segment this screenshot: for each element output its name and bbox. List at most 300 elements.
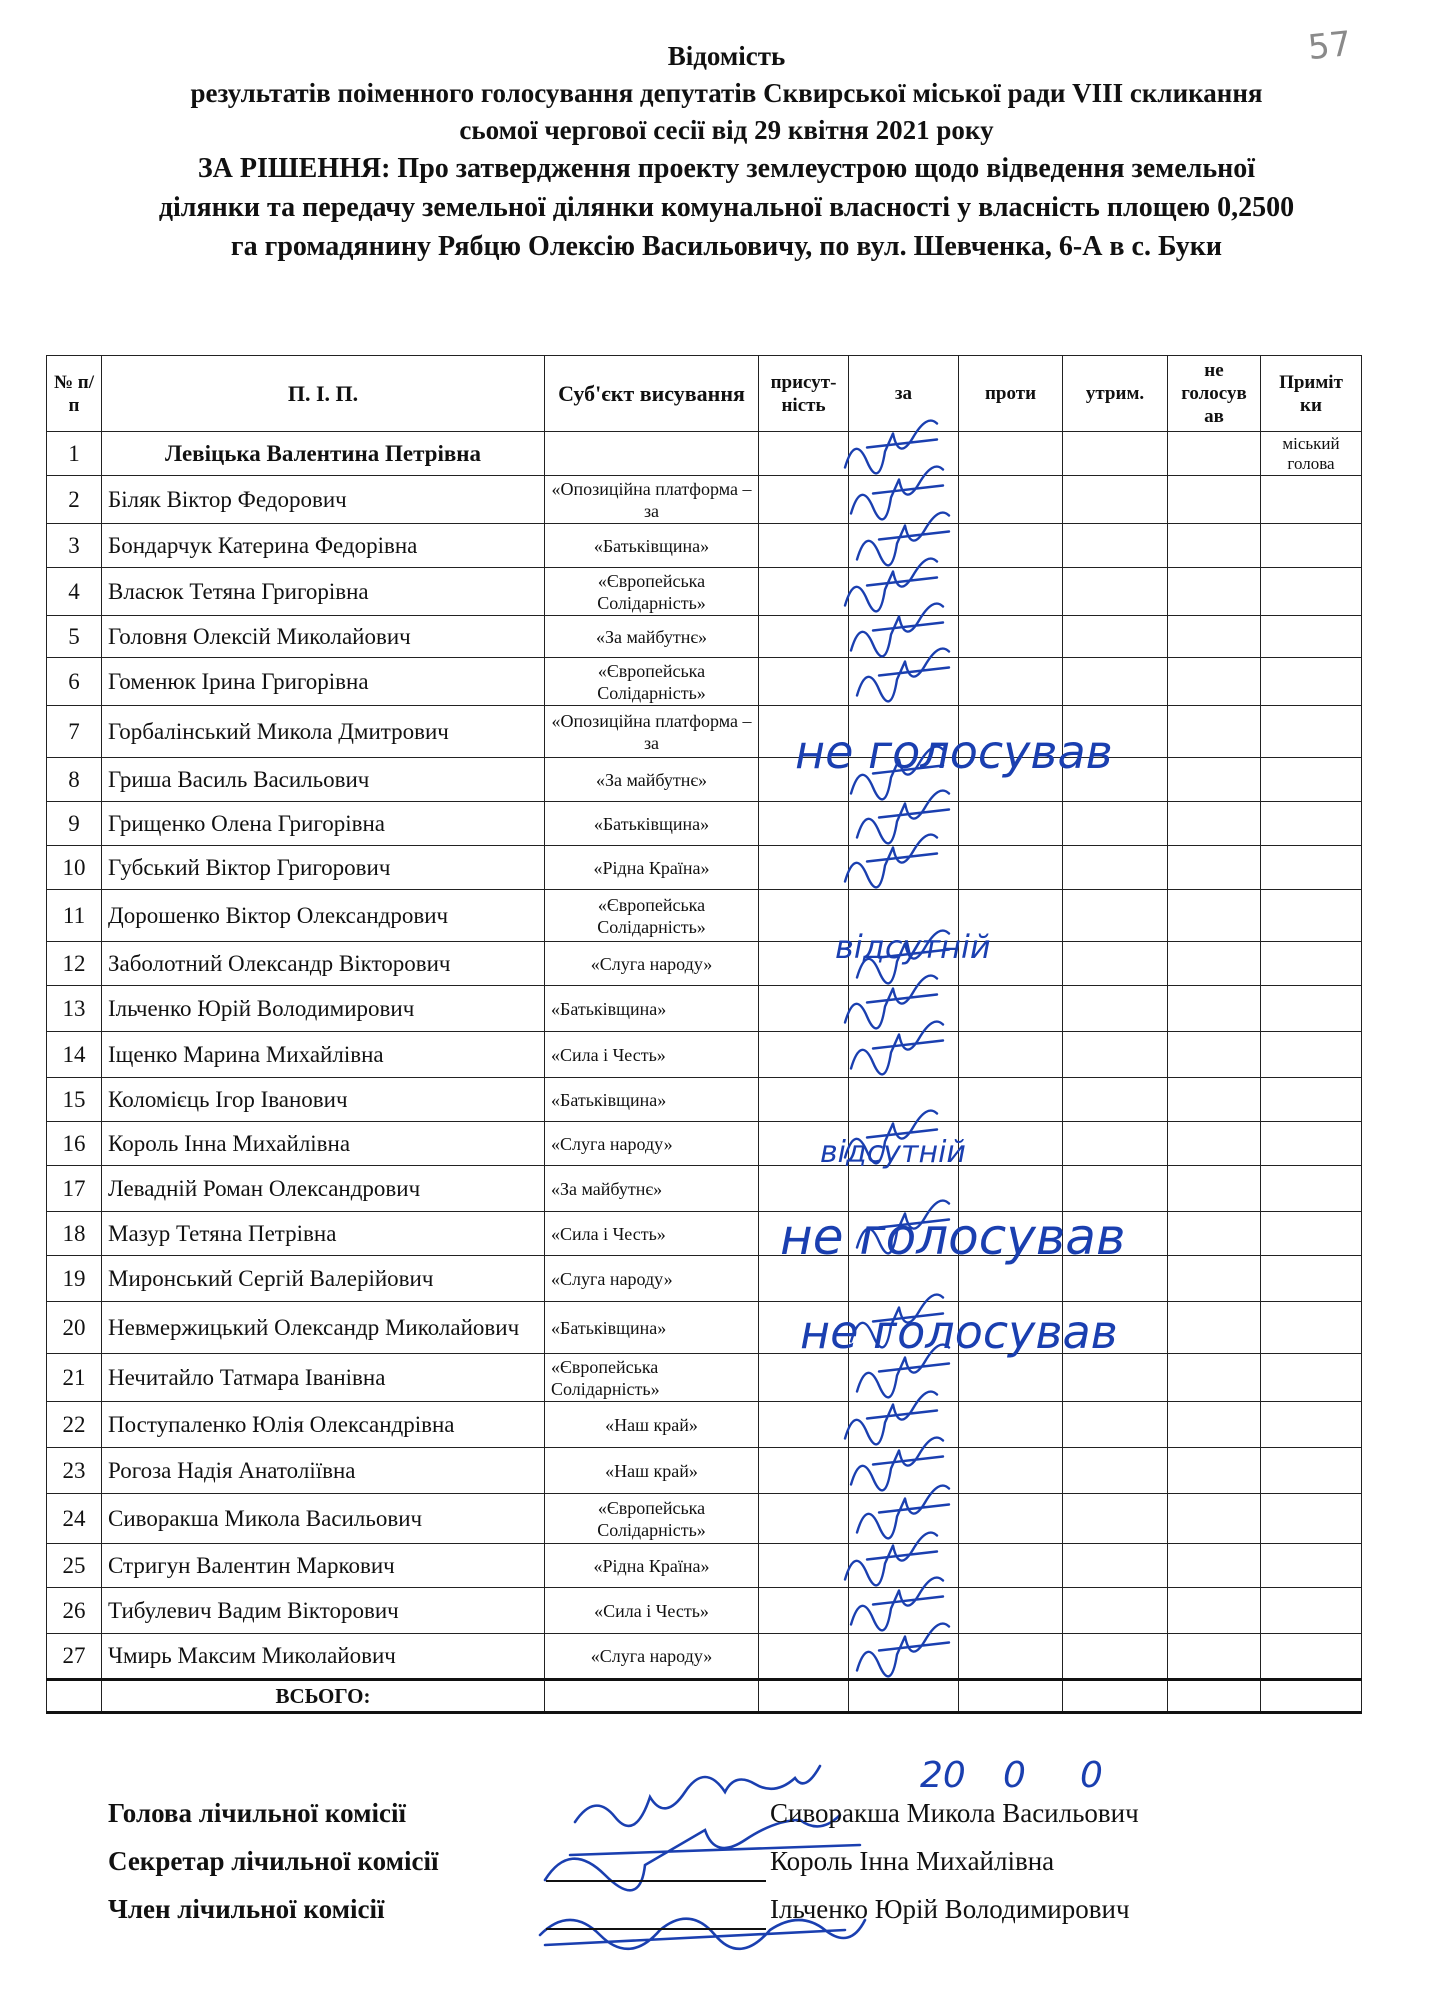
party-cell: «Батьківщина» (545, 986, 759, 1032)
party-cell: «Батьківщина» (545, 1078, 759, 1122)
table-row (47, 1402, 1362, 1448)
present-cell (759, 1032, 849, 1078)
party-cell: «За майбутнє» (545, 1166, 759, 1212)
note-cell (1261, 1032, 1362, 1078)
abstain-cell (1063, 1402, 1168, 1448)
present-cell (759, 706, 849, 758)
not-voted-cell (1168, 890, 1261, 942)
table-row (47, 758, 1362, 802)
decision-line-1: ЗА РІШЕННЯ: Про затвердження проекту землеустрою щодо відведення земельної (197, 153, 1256, 184)
present-cell (759, 568, 849, 616)
abstain-cell (1063, 802, 1168, 846)
party-cell: «Слуга народу» (545, 942, 759, 986)
against-cell (959, 1588, 1063, 1634)
document-header (40, 38, 1413, 266)
against-cell (959, 1256, 1063, 1302)
handwritten-not-voted-17: не голосував (780, 1208, 1126, 1266)
note-cell (1261, 1302, 1362, 1354)
for-cell (849, 706, 959, 758)
total-empty-cell (47, 1680, 102, 1713)
present-cell (759, 1122, 849, 1166)
signature-name-chair: Сиворакша Микола Васильович (770, 1798, 1139, 1828)
table-row (47, 942, 1362, 986)
against-cell (959, 568, 1063, 616)
deputy-name: Головня Олексій Миколайович (102, 616, 545, 658)
present-cell (759, 476, 849, 524)
party-cell: «Рідна Країна» (545, 1544, 759, 1588)
row-number: 6 (47, 658, 102, 706)
not-voted-cell (1168, 986, 1261, 1032)
abstain-cell (1063, 1122, 1168, 1166)
against-cell (959, 476, 1063, 524)
party-cell: «Батьківщина» (545, 1302, 759, 1354)
for-cell (849, 658, 959, 706)
abstain-cell (1063, 1302, 1168, 1354)
total-against-cell (959, 1680, 1063, 1713)
handwritten-total-abstain: 0 (1080, 1755, 1103, 1796)
table-row (47, 432, 1362, 476)
against-cell (959, 1402, 1063, 1448)
note-cell (1261, 1256, 1362, 1302)
for-cell (849, 1634, 959, 1680)
party-cell: «Рідна Країна» (545, 846, 759, 890)
table-row (47, 616, 1362, 658)
against-cell (959, 524, 1063, 568)
note-cell (1261, 802, 1362, 846)
against-cell (959, 1494, 1063, 1544)
row-number: 20 (47, 1302, 102, 1354)
row-number: 7 (47, 706, 102, 758)
row-number: 13 (47, 986, 102, 1032)
table-row (47, 1588, 1362, 1634)
deputy-name: Заболотний Олександр Вікторович (102, 942, 545, 986)
not-voted-cell (1168, 1354, 1261, 1402)
deputy-name: Невмержицький Олександр Миколайович (102, 1302, 545, 1354)
for-cell (849, 524, 959, 568)
abstain-cell (1063, 1256, 1168, 1302)
signature-role-secretary: Секретар лічильної комісії (108, 1846, 439, 1876)
col-against-header: проти (959, 356, 1063, 432)
present-cell (759, 1166, 849, 1212)
against-cell (959, 1448, 1063, 1494)
col-for-header: за (849, 356, 959, 432)
abstain-cell (1063, 1448, 1168, 1494)
handwritten-absent-15: відсутній (820, 1135, 966, 1170)
abstain-cell (1063, 524, 1168, 568)
deputy-name: Губський Віктор Григорович (102, 846, 545, 890)
abstain-cell (1063, 758, 1168, 802)
row-number: 26 (47, 1588, 102, 1634)
note-cell (1261, 1402, 1362, 1448)
deputy-name: Бондарчук Катерина Федорівна (102, 524, 545, 568)
deputy-name: Рогоза Надія Анатоліївна (102, 1448, 545, 1494)
abstain-cell (1063, 1354, 1168, 1402)
present-cell (759, 658, 849, 706)
table-row (47, 1544, 1362, 1588)
document-title: Відомість (667, 41, 786, 71)
document-subtitle-2: сьомої чергової сесії від 29 квітня 2021 року (459, 115, 994, 145)
party-cell: «Опозиційна платформа – за (545, 706, 759, 758)
table-row (47, 846, 1362, 890)
party-cell: «Опозиційна платформа – за (545, 476, 759, 524)
against-cell (959, 846, 1063, 890)
deputy-name: Чмирь Максим Миколайович (102, 1634, 545, 1680)
present-cell (759, 1256, 849, 1302)
table-row (47, 1494, 1362, 1544)
row-number: 15 (47, 1078, 102, 1122)
abstain-cell (1063, 1634, 1168, 1680)
not-voted-cell (1168, 524, 1261, 568)
signature-name-secretary: Король Інна Михайлівна (770, 1846, 1055, 1876)
party-cell: «Європейська Солідарність» (545, 1494, 759, 1544)
table-row (47, 1166, 1362, 1212)
not-voted-cell (1168, 568, 1261, 616)
row-number: 14 (47, 1032, 102, 1078)
deputy-name: Стригун Валентин Маркович (102, 1544, 545, 1588)
note-cell (1261, 986, 1362, 1032)
signature-row-chair (108, 1798, 1358, 1846)
not-voted-cell (1168, 706, 1261, 758)
note-cell (1261, 1588, 1362, 1634)
row-number: 19 (47, 1256, 102, 1302)
against-cell (959, 1078, 1063, 1122)
deputy-name: Дорошенко Віктор Олександрович (102, 890, 545, 942)
deputy-name: Мазур Тетяна Петрівна (102, 1212, 545, 1256)
table-row (47, 524, 1362, 568)
row-number: 1 (47, 432, 102, 476)
not-voted-cell (1168, 1256, 1261, 1302)
not-voted-cell (1168, 1448, 1261, 1494)
col-not-voted-header: не голосув ав (1168, 356, 1261, 432)
note-cell (1261, 1494, 1362, 1544)
not-voted-cell (1168, 1402, 1261, 1448)
deputy-name: Горбалінський Микола Дмитрович (102, 706, 545, 758)
deputy-name: Сиворакша Микола Васильович (102, 1494, 545, 1544)
deputy-name: Левіцька Валентина Петрівна (102, 432, 545, 476)
note-cell (1261, 1166, 1362, 1212)
for-cell (849, 616, 959, 658)
row-number: 21 (47, 1354, 102, 1402)
deputy-name: Ільченко Юрій Володимирович (102, 986, 545, 1032)
row-number: 4 (47, 568, 102, 616)
deputy-name: Миронський Сергій Валерійович (102, 1256, 545, 1302)
signature-name-member: Ільченко Юрій Володимирович (770, 1894, 1130, 1924)
party-cell: «Слуга народу» (545, 1122, 759, 1166)
col-number-header: № п/п (47, 356, 102, 432)
note-cell (1261, 1634, 1362, 1680)
for-cell (849, 1588, 959, 1634)
decision-line-2: ділянки та передачу земельної ділянки комунальної власності у власність площею 0,2500 (158, 192, 1295, 223)
note-cell (1261, 476, 1362, 524)
note-cell: міський голова (1261, 432, 1362, 476)
party-cell (545, 432, 759, 476)
party-cell: «Сила і Честь» (545, 1588, 759, 1634)
row-number: 10 (47, 846, 102, 890)
deputy-name: Нечитайло Татмара Іванівна (102, 1354, 545, 1402)
present-cell (759, 1634, 849, 1680)
table-row (47, 1122, 1362, 1166)
not-voted-cell (1168, 432, 1261, 476)
abstain-cell (1063, 1588, 1168, 1634)
not-voted-cell (1168, 616, 1261, 658)
for-cell (849, 846, 959, 890)
for-cell (849, 1302, 959, 1354)
note-cell (1261, 1212, 1362, 1256)
table-row (47, 706, 1362, 758)
against-cell (959, 1212, 1063, 1256)
abstain-cell (1063, 1212, 1168, 1256)
against-cell (959, 432, 1063, 476)
for-cell (849, 432, 959, 476)
present-cell (759, 846, 849, 890)
total-note-cell (1261, 1680, 1362, 1713)
party-cell: «Сила і Честь» (545, 1032, 759, 1078)
for-cell (849, 758, 959, 802)
present-cell (759, 802, 849, 846)
deputy-name: Біляк Віктор Федорович (102, 476, 545, 524)
not-voted-cell (1168, 476, 1261, 524)
page-number: 57 (1306, 23, 1354, 69)
against-cell (959, 802, 1063, 846)
present-cell (759, 758, 849, 802)
signature-row-secretary (108, 1846, 1358, 1894)
against-cell (959, 758, 1063, 802)
note-cell (1261, 942, 1362, 986)
signature-line (546, 1880, 766, 1882)
abstain-cell (1063, 568, 1168, 616)
not-voted-cell (1168, 846, 1261, 890)
total-abstain-cell (1063, 1680, 1168, 1713)
present-cell (759, 986, 849, 1032)
col-party-header: Суб'єкт висування (545, 356, 759, 432)
not-voted-cell (1168, 658, 1261, 706)
present-cell (759, 1448, 849, 1494)
table-row (47, 986, 1362, 1032)
party-cell: «Слуга народу» (545, 1256, 759, 1302)
row-number: 17 (47, 1166, 102, 1212)
not-voted-cell (1168, 942, 1261, 986)
for-cell (849, 1212, 959, 1256)
table-row (47, 1634, 1362, 1680)
row-number: 18 (47, 1212, 102, 1256)
present-cell (759, 1212, 849, 1256)
party-cell: «Батьківщина» (545, 524, 759, 568)
note-cell (1261, 1544, 1362, 1588)
party-cell: «За майбутнє» (545, 616, 759, 658)
table-row (47, 890, 1362, 942)
deputy-name: Король Інна Михайлівна (102, 1122, 545, 1166)
abstain-cell (1063, 890, 1168, 942)
row-number: 16 (47, 1122, 102, 1166)
abstain-cell (1063, 1032, 1168, 1078)
not-voted-cell (1168, 1166, 1261, 1212)
for-cell (849, 476, 959, 524)
party-cell: «За майбутнє» (545, 758, 759, 802)
deputy-name: Власюк Тетяна Григорівна (102, 568, 545, 616)
table-row (47, 1354, 1362, 1402)
abstain-cell (1063, 432, 1168, 476)
table-row (47, 802, 1362, 846)
handwritten-total-for: 20 (920, 1755, 966, 1796)
not-voted-cell (1168, 1588, 1261, 1634)
row-number: 5 (47, 616, 102, 658)
table-header-row (47, 356, 1362, 432)
for-cell (849, 1256, 959, 1302)
not-voted-cell (1168, 1544, 1261, 1588)
abstain-cell (1063, 846, 1168, 890)
abstain-cell (1063, 1078, 1168, 1122)
signature-row-member (108, 1894, 1358, 1942)
for-cell (849, 942, 959, 986)
signature-role-chair: Голова лічильної комісії (108, 1798, 406, 1828)
present-cell (759, 524, 849, 568)
row-number: 24 (47, 1494, 102, 1544)
against-cell (959, 1122, 1063, 1166)
for-cell (849, 1166, 959, 1212)
handwritten-not-voted-7: не голосував (795, 725, 1113, 779)
abstain-cell (1063, 986, 1168, 1032)
voting-table (46, 355, 1362, 1714)
present-cell (759, 1354, 849, 1402)
present-cell (759, 1302, 849, 1354)
against-cell (959, 706, 1063, 758)
row-number: 23 (47, 1448, 102, 1494)
party-cell: «Наш край» (545, 1402, 759, 1448)
for-cell (849, 1032, 959, 1078)
note-cell (1261, 524, 1362, 568)
table-row (47, 1256, 1362, 1302)
voting-table-body (47, 432, 1362, 1680)
not-voted-cell (1168, 1494, 1261, 1544)
party-cell: «Батьківщина» (545, 802, 759, 846)
col-name-header: П. І. П. (102, 356, 545, 432)
deputy-name: Коломієць Ігор Іванович (102, 1078, 545, 1122)
not-voted-cell (1168, 758, 1261, 802)
present-cell (759, 432, 849, 476)
total-row (47, 1680, 1362, 1713)
present-cell (759, 1588, 849, 1634)
party-cell: «Європейська Солідарність» (545, 568, 759, 616)
document-subtitle-1: результатів поіменного голосування депутатів Сквирської міської ради VIII скликання (190, 78, 1263, 108)
handwritten-absent-11: відсутній (835, 928, 991, 966)
note-cell (1261, 1078, 1362, 1122)
signature-role-member: Член лічильної комісії (108, 1894, 385, 1924)
deputy-name: Левадній Роман Олександрович (102, 1166, 545, 1212)
col-note-header: Приміт ки (1261, 356, 1362, 432)
row-number: 12 (47, 942, 102, 986)
present-cell (759, 1544, 849, 1588)
table-row (47, 1448, 1362, 1494)
table-row (47, 476, 1362, 524)
party-cell: «Європейська Солідарність» (545, 658, 759, 706)
row-number: 3 (47, 524, 102, 568)
deputy-name: Грищенко Олена Григорівна (102, 802, 545, 846)
for-cell (849, 1122, 959, 1166)
not-voted-cell (1168, 1122, 1261, 1166)
present-cell (759, 1402, 849, 1448)
for-cell (849, 802, 959, 846)
against-cell (959, 1032, 1063, 1078)
table-row (47, 658, 1362, 706)
table-row (47, 1212, 1362, 1256)
not-voted-cell (1168, 1212, 1261, 1256)
not-voted-cell (1168, 1634, 1261, 1680)
for-cell (849, 1078, 959, 1122)
abstain-cell (1063, 942, 1168, 986)
deputy-name: Поступаленко Юлія Олександрівна (102, 1402, 545, 1448)
for-cell (849, 1448, 959, 1494)
against-cell (959, 1634, 1063, 1680)
party-cell: «Наш край» (545, 1448, 759, 1494)
note-cell (1261, 1122, 1362, 1166)
row-number: 22 (47, 1402, 102, 1448)
against-cell (959, 1302, 1063, 1354)
not-voted-cell (1168, 1078, 1261, 1122)
against-cell (959, 942, 1063, 986)
abstain-cell (1063, 658, 1168, 706)
against-cell (959, 1166, 1063, 1212)
abstain-cell (1063, 476, 1168, 524)
total-not-voted-cell (1168, 1680, 1261, 1713)
note-cell (1261, 890, 1362, 942)
present-cell (759, 890, 849, 942)
not-voted-cell (1168, 1032, 1261, 1078)
row-number: 27 (47, 1634, 102, 1680)
note-cell (1261, 706, 1362, 758)
against-cell (959, 658, 1063, 706)
row-number: 2 (47, 476, 102, 524)
against-cell (959, 616, 1063, 658)
note-cell (1261, 1354, 1362, 1402)
total-label: ВСЬОГО: (102, 1680, 545, 1713)
against-cell (959, 986, 1063, 1032)
decision-line-3: га громадянину Рябцю Олексію Васильовичу, по вул. Шевченка, 6-А в с. Буки (230, 231, 1223, 262)
for-cell (849, 1494, 959, 1544)
party-cell: «Слуга народу» (545, 1634, 759, 1680)
for-cell (849, 890, 959, 942)
party-cell: «Сила і Честь» (545, 1212, 759, 1256)
for-cell (849, 1354, 959, 1402)
abstain-cell (1063, 616, 1168, 658)
for-cell (849, 986, 959, 1032)
against-cell (959, 1354, 1063, 1402)
note-cell (1261, 616, 1362, 658)
note-cell (1261, 568, 1362, 616)
note-cell (1261, 1448, 1362, 1494)
row-number: 9 (47, 802, 102, 846)
for-cell (849, 568, 959, 616)
party-cell: «Європейська Солідарність» (545, 1354, 759, 1402)
signature-block (108, 1798, 1358, 1942)
handwritten-not-voted-19: не голосував (800, 1305, 1118, 1359)
party-cell: «Європейська Солідарність» (545, 890, 759, 942)
abstain-cell (1063, 1494, 1168, 1544)
present-cell (759, 1078, 849, 1122)
table-row (47, 1302, 1362, 1354)
table-row (47, 1032, 1362, 1078)
note-cell (1261, 846, 1362, 890)
row-number: 11 (47, 890, 102, 942)
deputy-name: Гриша Василь Васильович (102, 758, 545, 802)
total-present-cell (759, 1680, 849, 1713)
against-cell (959, 890, 1063, 942)
note-cell (1261, 658, 1362, 706)
deputy-name: Тибулевич Вадим Вікторович (102, 1588, 545, 1634)
total-for-cell (849, 1680, 959, 1713)
abstain-cell (1063, 1544, 1168, 1588)
deputy-name: Іщенко Марина Михайлівна (102, 1032, 545, 1078)
present-cell (759, 616, 849, 658)
